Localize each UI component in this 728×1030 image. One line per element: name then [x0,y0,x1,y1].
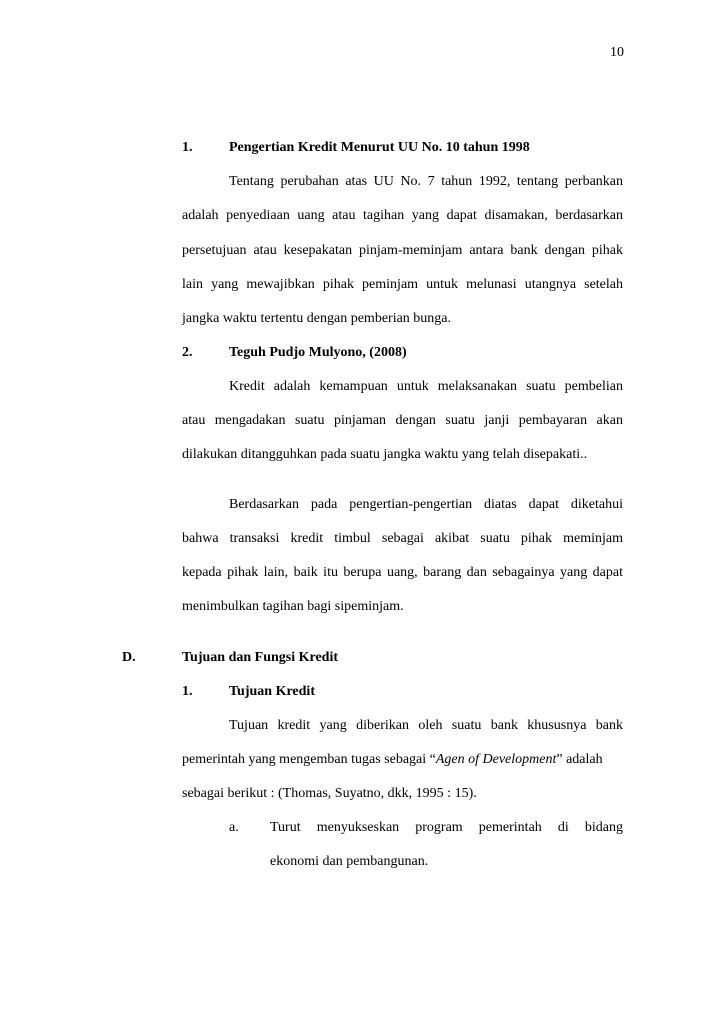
item-1-heading: Pengertian Kredit Menurut UU No. 10 tahun 1998 [229,140,530,155]
conclusion-line-4: menimbulkan tagihan bagi sipeminjam. [182,599,404,614]
sub-1-line-2 [182,752,623,768]
sub-1-line-2-before: pemerintah yang mengemban tugas sebagai “ [182,752,436,767]
sub-1-line-3: sebagai berikut : (Thomas, Suyatno, dkk, 1995 : 15). [182,786,477,801]
sub-1-line-1: Tujuan kredit yang diberikan oleh suatu bank khususnya bank [229,718,623,733]
sub-1-number: 1. [182,684,193,699]
conclusion-line-2: bahwa transaksi kredit timbul sebagai akibat suatu pihak meminjam [182,531,623,546]
item-1-line-2: adalah penyediaan uang atau tagihan yang dapat disamakan, berdasarkan [182,208,623,223]
point-a-line-2: ekonomi dan pembangunan. [270,854,429,869]
section-d-heading: Tujuan dan Fungsi Kredit [182,650,339,665]
item-1-line-4: lain yang mewajibkan pihak peminjam untuk melunasi utangnya setelah [182,277,623,292]
point-a-letter: a. [229,820,239,835]
item-2-heading: Teguh Pudjo Mulyono, (2008) [229,345,407,360]
item-1-line-5: jangka waktu tertentu dengan pemberian bunga. [182,311,452,326]
item-2-line-3: dilakukan ditangguhkan pada suatu jangka waktu yang telah disepakati.. [182,447,588,462]
agen-of-development-term: Agen of Development [435,752,557,767]
item-2-line-1: Kredit adalah kemampuan untuk melaksanakan suatu pembelian [229,379,623,394]
item-1-line-3: persetujuan atau kesepakatan pinjam-meminjam antara bank dengan pihak [182,243,623,258]
item-2-line-2: atau mengadakan suatu pinjaman dengan suatu janji pembayaran akan [182,413,623,428]
sub-1-line-2-text [182,752,603,768]
item-1-number: 1. [182,140,193,155]
sub-1-line-2-after: ” adalah [556,752,603,767]
sub-1-heading: Tujuan Kredit [229,684,315,699]
item-1-line-1: Tentang perubahan atas UU No. 7 tahun 1992, tentang perbankan [229,174,623,189]
item-2-number: 2. [182,345,193,360]
page-number: 10 [610,45,624,60]
conclusion-line-3: kepada pihak lain, baik itu berupa uang, barang dan sebagainya yang dapat [182,565,623,580]
conclusion-line-1: Berdasarkan pada pengertian-pengertian diatas dapat diketahui [229,497,623,512]
section-d-letter: D. [122,650,136,665]
point-a-line-1: Turut menyukseskan program pemerintah di bidang [270,820,623,835]
